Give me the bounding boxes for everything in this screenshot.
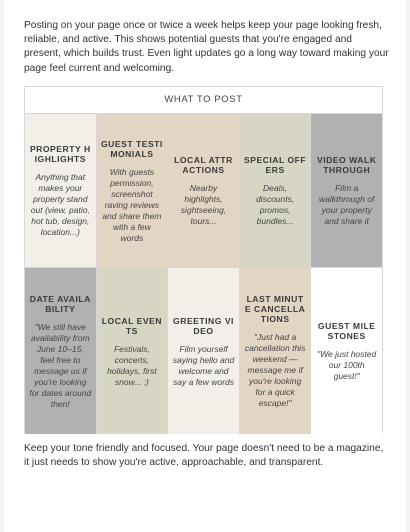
cell-title: GUEST MILESTONES	[317, 321, 376, 341]
cell-title: VIDEO WALKTHROUGH	[316, 155, 377, 175]
cell-title: GUEST TESTIMONIALS	[100, 138, 163, 159]
cell-local-attractions	[168, 114, 239, 267]
intro-paragraph: Posting on your page once or twice a week helps keep your page looking fresh, reliable, and active. This shows potential guests that you're engaged and present, which builds trust. Even light updates go a long way toward making your page feel current and welcoming.	[24, 20, 389, 74]
cell-guest-milestones	[311, 268, 382, 434]
cell-video-walkthrough	[311, 114, 382, 267]
cell-title: LAST MINUTE CANCELLATIONS	[244, 294, 306, 324]
cell-body: Film a walkthrough of your property and share it	[319, 183, 375, 226]
cell-property-highlights	[25, 114, 96, 267]
cell-title: LOCAL ATTRACTIONS	[174, 155, 233, 175]
outro-paragraph: Keep your tone friendly and focused. Your page doesn't need to be a magazine, it just needs to show you're active, approachable, and transparent.	[24, 443, 384, 469]
table-header: WHAT TO POST	[25, 87, 382, 114]
what-to-post-table	[24, 86, 383, 433]
cell-body: Anything that makes your property stand out (view, patio, hot tub, design, location...)	[30, 172, 90, 237]
cell-title: DATE AVAILABILITY	[29, 293, 91, 314]
cell-body: "Just had a cancellation this weekend —message me if you're looking for a quick escape!"	[244, 332, 306, 408]
cell-body: Film yourself saying hello and welcome and say a few words	[172, 343, 235, 387]
cell-title: SPECIAL OFFERS	[244, 155, 307, 175]
cell-date-availability	[25, 268, 96, 434]
cell-body: Nearby highlights, sightseeing, tours...	[180, 183, 227, 226]
cell-guest-testimonials	[97, 114, 168, 267]
cell-body: Deals, discounts, promos, bundles...	[255, 183, 295, 226]
cell-last-minute-cancellations	[240, 268, 311, 434]
cell-body: "We still have availability from June 10–15, feel free to message us if you're looking for dates around then!	[29, 321, 92, 409]
cell-title: PROPERTY HIGHLIGHTS	[29, 144, 91, 164]
cell-special-offers	[240, 114, 311, 267]
post-ideas-grid	[25, 114, 382, 434]
cell-greeting-video	[168, 268, 239, 434]
document-page	[4, 0, 406, 532]
cell-local-events	[97, 268, 168, 434]
cell-body: With guests permission, screenshot raving reviews and share them with a few words	[102, 166, 162, 243]
cell-title: LOCAL EVENTS	[101, 315, 162, 336]
cell-body: "We just hosted our 100th guest!"	[317, 349, 377, 381]
cell-title: GREETING VIDEO	[173, 315, 234, 336]
cell-body: Festivals, concerts, holidays, first snow... :)	[107, 343, 157, 387]
